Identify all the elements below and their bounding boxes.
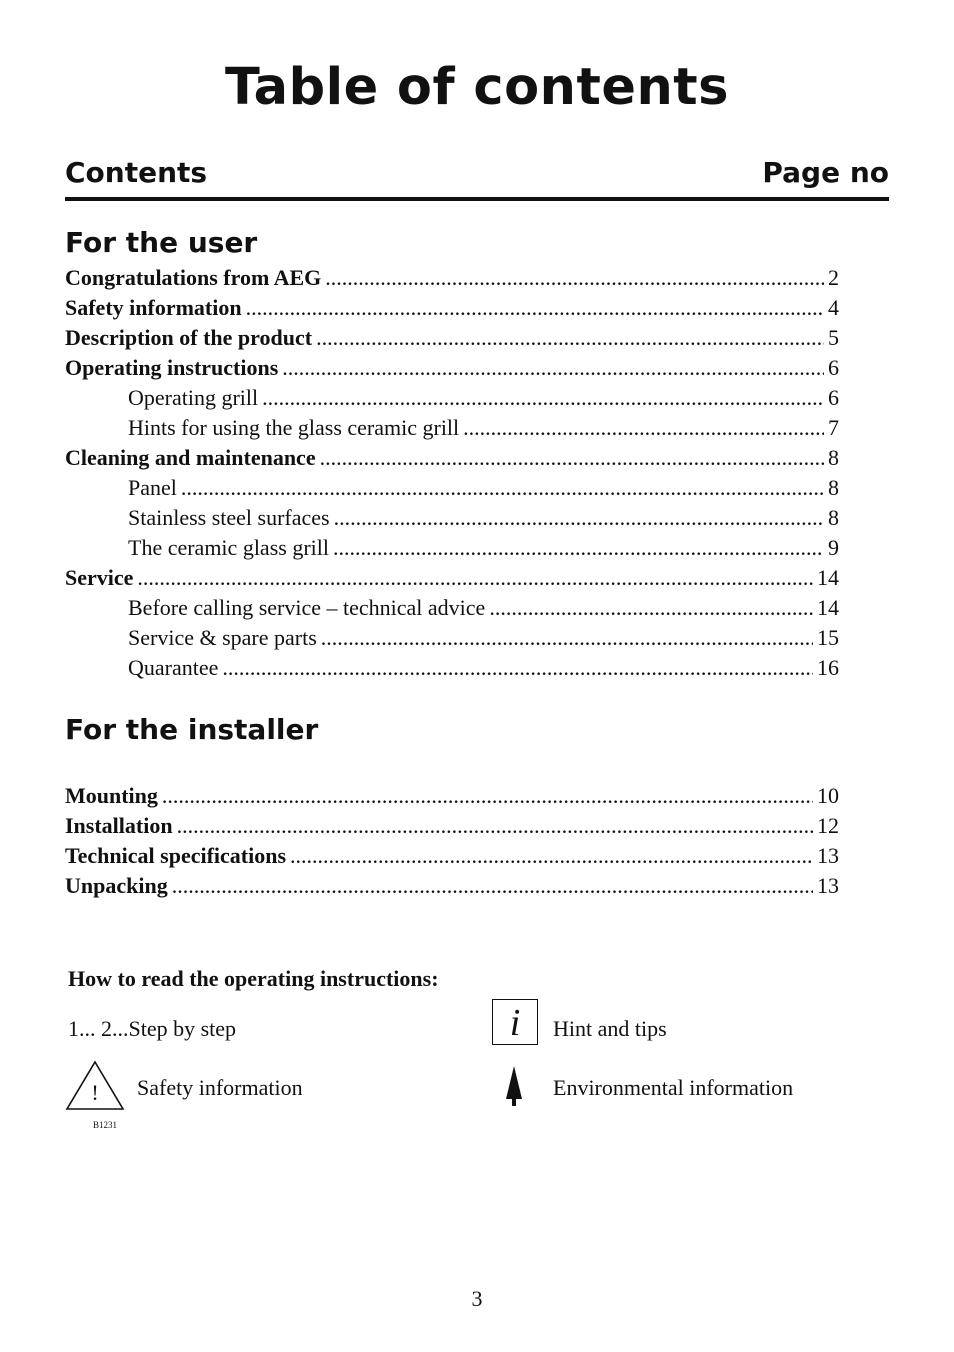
toc-entry-label: Mounting [65,783,158,808]
toc-entry-page: 9 [828,535,839,560]
toc-entry-label: Congratulations from AEG [65,265,322,290]
warning-triangle-icon [64,1060,126,1112]
toc-entry-page: 5 [828,325,839,350]
toc-entry-label: Quarantee [128,655,219,680]
toc-entry-label: Operating grill [128,385,259,410]
toc-leader-dots [321,623,813,653]
toc-entry-page: 8 [828,445,839,470]
toc-leader-dots [262,383,824,413]
toc-entry-label: Unpacking [65,873,168,898]
toc-leader-dots [222,653,813,683]
figure-code: B1231 [93,1120,118,1130]
toc-leader-dots [177,811,813,841]
toc-entry [65,383,839,413]
toc-leader-dots [246,293,824,323]
toc-leader-dots [333,533,824,563]
legend-title: How to read the operating instructions: [68,966,439,991]
toc-entry-label: Operating instructions [65,355,279,380]
toc-entry-label: Panel [128,475,177,500]
toc-entry-label: Description of the product [65,325,313,350]
header-rule [65,197,889,201]
toc-entry [65,353,839,383]
toc-entry-page: 12 [817,813,839,838]
warning-glyph: ! [91,1080,99,1105]
toc-leader-dots [172,871,813,901]
toc-entry [65,473,839,503]
toc-leader-dots [137,563,813,593]
toc-entry [65,413,839,443]
toc-entry-page: 2 [828,265,839,290]
info-icon: i [492,999,538,1045]
tree-icon [503,1065,525,1107]
page-number: 3 [471,1286,483,1311]
toc-entry [65,503,839,533]
toc-leader-dots [282,353,824,383]
toc-entry-page: 6 [828,385,839,410]
toc-entry-page: 8 [828,505,839,530]
toc-entry [65,533,839,563]
page-no-column-label: Page no [762,156,889,189]
contents-header [65,156,889,194]
toc-entry [65,871,839,901]
installer-section-heading: For the installer [65,713,319,746]
toc-entry-label: The ceramic glass grill [128,535,329,560]
toc-entry [65,811,839,841]
toc-entry [65,653,839,683]
toc-leader-dots [290,841,813,871]
toc-entry-label: Installation [65,813,173,838]
toc-entry-page: 14 [817,595,839,620]
safety-info-label: Safety information [137,1075,303,1100]
toc-entry-label: Service [65,565,134,590]
toc-entry [65,293,839,323]
toc-entry-page: 16 [817,655,839,680]
toc-entry [65,323,839,353]
hint-tips-label: Hint and tips [553,1016,667,1041]
toc-leader-dots [181,473,824,503]
toc-leader-dots [320,443,824,473]
toc-entry-page: 4 [828,295,839,320]
toc-entry-page: 10 [817,783,839,808]
user-section-heading: For the user [65,226,258,259]
toc-entry [65,563,839,593]
toc-entry-label: Hints for using the glass ceramic grill [128,415,460,440]
toc-entry [65,841,839,871]
toc-entry-label: Stainless steel surfaces [128,505,330,530]
toc-entry-page: 6 [828,355,839,380]
toc-entry-label: Service & spare parts [128,625,317,650]
user-toc-list [65,263,839,683]
toc-entry [65,781,839,811]
contents-column-label: Contents [65,156,208,189]
toc-entry [65,593,839,623]
toc-entry-page: 7 [828,415,839,440]
toc-entry-page: 14 [817,565,839,590]
toc-entry-label: Safety information [65,295,242,320]
installer-toc-list [65,781,839,901]
environmental-info-label: Environmental information [553,1075,794,1100]
toc-leader-dots [325,263,824,293]
toc-entry [65,263,839,293]
toc-leader-dots [489,593,813,623]
toc-entry-page: 15 [817,625,839,650]
toc-entry-label: Before calling service – technical advice [128,595,486,620]
toc-entry [65,443,839,473]
toc-entry-page: 13 [817,873,839,898]
toc-entry-label: Cleaning and maintenance [65,445,316,470]
toc-entry [65,623,839,653]
toc-leader-dots [316,323,824,353]
step-by-step-text: 1... 2...Step by step [68,1016,237,1041]
page-title: Table of contents [224,58,730,117]
toc-leader-dots [162,781,813,811]
toc-entry-page: 13 [817,843,839,868]
toc-leader-dots [463,413,824,443]
toc-leader-dots [334,503,824,533]
toc-entry-label: Technical specifications [65,843,287,868]
toc-entry-page: 8 [828,475,839,500]
